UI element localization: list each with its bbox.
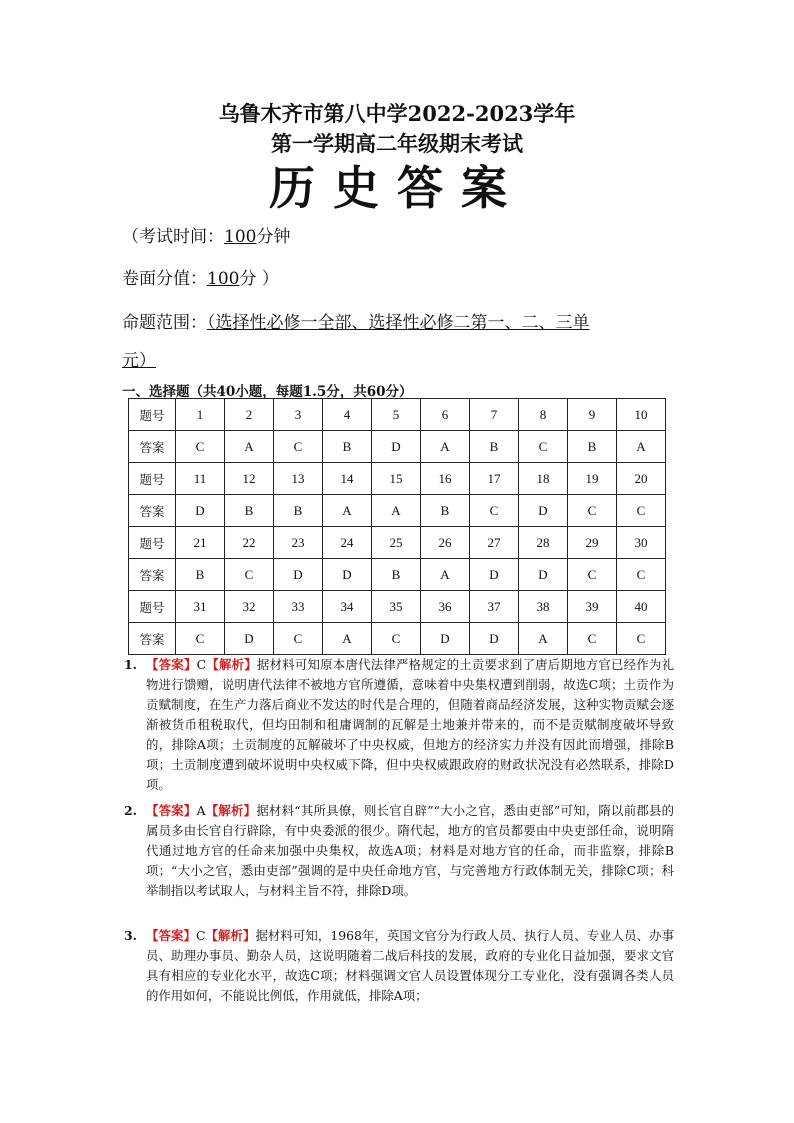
question-number-cell: 31 [176, 591, 225, 623]
exam-time-value: 100 [224, 227, 257, 247]
answer-letter-cell: C [225, 559, 274, 591]
row-label-answer: 答案 [129, 623, 176, 655]
answer-letter-cell: D [421, 623, 470, 655]
answer-letter-cell: A [225, 431, 274, 463]
row-label-question: 题号 [129, 527, 176, 559]
section-heading: 一、选择题（共40小题，每题1.5分，共60分） [122, 384, 413, 400]
question-number-cell: 39 [568, 591, 617, 623]
exam-score-value: 100 [207, 269, 240, 289]
answer-letter-cell: A [617, 431, 666, 463]
question-number-cell: 1 [176, 399, 225, 431]
explanation-answer: C [196, 657, 207, 672]
question-number-cell: 24 [323, 527, 372, 559]
answer-letter-cell: C [176, 431, 225, 463]
question-number-cell: 32 [225, 591, 274, 623]
answer-letter-cell: B [372, 559, 421, 591]
answer-letter-cell: C [617, 623, 666, 655]
question-number-cell: 29 [568, 527, 617, 559]
exam-scope-continued [122, 346, 156, 371]
explanation-number: 2. [124, 803, 137, 818]
question-number-cell: 5 [372, 399, 421, 431]
explanation-item [124, 801, 674, 901]
answer-letter-cell: C [274, 431, 323, 463]
answer-table [128, 398, 666, 655]
question-number-cell: 12 [225, 463, 274, 495]
answer-letter-cell: A [372, 495, 421, 527]
explanation-text: 据材料“其所具僚，则长官自辟”“大小之官，悉由吏部”可知，隋以前郡县的属员多由长官自行辟除，有中央委派的很少。隋代起，地方的官员都要由中央吏部任命，说明隋代通过地方官的任命来加强中央集权，故选A项；材料是对地方官的任命，而非监察，排除B项；“大小之官，悉由吏部”强调的是中央任命地方官，与完善地方行政体制无关，排除C项；科举制指以考试取人，与材料主旨不符，排除D项。 [146, 803, 675, 898]
answer-row [129, 431, 666, 463]
question-number-cell: 37 [470, 591, 519, 623]
answer-letter-cell: A [519, 623, 568, 655]
exam-score-prefix: 卷面分值： [122, 269, 207, 289]
exam-time-suffix: 分钟 [256, 227, 291, 247]
question-number-cell: 16 [421, 463, 470, 495]
row-label-question: 题号 [129, 463, 176, 495]
answer-letter-cell: C [372, 623, 421, 655]
answer-letter-cell: D [176, 495, 225, 527]
explanation-text: 据材料可知，1968年，英国文官分为行政人员、执行人员、专业人员、办事员、助理办事员、勤杂人员，这说明随着二战后科技的发展，政府的专业化日益加强，要求文官具有相应的专业化水平，故选C项；材料强调文官人员设置体现分工专业化，没有强调各类人员的作用如何，不能说比例低，作用就低，排除A项； [146, 928, 674, 1003]
answer-letter-cell: B [274, 495, 323, 527]
question-number-row [129, 399, 666, 431]
question-number-cell: 26 [421, 527, 470, 559]
answer-letter-cell: D [372, 431, 421, 463]
answer-letter-cell: C [568, 495, 617, 527]
question-number-cell: 9 [568, 399, 617, 431]
answer-row [129, 495, 666, 527]
answer-letter-cell: C [617, 495, 666, 527]
question-number-cell: 38 [519, 591, 568, 623]
question-number-cell: 22 [225, 527, 274, 559]
question-number-cell: 6 [421, 399, 470, 431]
answer-letter-cell: B [470, 431, 519, 463]
answer-letter-cell: C [568, 559, 617, 591]
question-number-cell: 36 [421, 591, 470, 623]
row-label-answer: 答案 [129, 559, 176, 591]
question-number-cell: 28 [519, 527, 568, 559]
exam-scope-value-2: 元） [122, 351, 156, 371]
exam-time-prefix: （考试时间： [122, 227, 224, 247]
answer-letter-cell: B [421, 495, 470, 527]
answer-letter-cell: D [470, 623, 519, 655]
question-number-cell: 35 [372, 591, 421, 623]
answer-letter-cell: B [323, 431, 372, 463]
answer-tag: 【答案】 [146, 657, 197, 672]
analysis-tag: 【解析】 [206, 657, 257, 672]
question-number-cell: 34 [323, 591, 372, 623]
exam-title: 第一学期高二年级期末考试 [271, 131, 523, 156]
answer-letter-cell: C [176, 623, 225, 655]
exam-time [122, 222, 290, 247]
answer-letter-cell: D [470, 559, 519, 591]
answer-letter-cell: D [519, 495, 568, 527]
question-number-cell: 4 [323, 399, 372, 431]
question-number-cell: 3 [274, 399, 323, 431]
explanation-text: 据材料可知原本唐代法律严格规定的土贡要求到了唐后期地方官已经作为礼物进行馈赠，说明唐代法律不被地方官所遵循，意味着中央集权遭到削弱，故选C项；土贡作为贡赋制度，在生产力落后商业不发达的时代是合理的，但随着商品经济发展，这种实物贡赋会逐渐被货币租税取代，但均田制和租庸调制的瓦解是土地兼并带来的，而不是贡赋制度破坏导致的，排除A项；土贡制度的瓦解破坏了中央权威，但地方的经济实力并没有因此而增强，排除B项；土贡制度遭到破坏说明中央权威下降，但中央权威跟政府的财政状况没有必然联系，排除D项。 [146, 657, 675, 792]
analysis-tag: 【解析】 [205, 928, 256, 943]
school-title: 乌鲁木齐市第八中学2022-2023学年 [218, 101, 576, 126]
row-label-answer: 答案 [129, 431, 176, 463]
row-label-answer: 答案 [129, 495, 176, 527]
answer-letter-cell: B [568, 431, 617, 463]
question-number-cell: 40 [617, 591, 666, 623]
explanation-answer: C [195, 928, 206, 943]
answer-row [129, 623, 666, 655]
question-number-cell: 20 [617, 463, 666, 495]
exam-scope-prefix: 命题范围： [122, 313, 207, 333]
question-number-cell: 19 [568, 463, 617, 495]
question-number-cell: 10 [617, 399, 666, 431]
analysis-tag: 【解析】 [205, 803, 257, 818]
explanation-answer: A [196, 803, 206, 818]
question-number-cell: 21 [176, 527, 225, 559]
answer-letter-cell: D [323, 559, 372, 591]
explanation-item [124, 926, 674, 1006]
question-number-cell: 33 [274, 591, 323, 623]
question-number-cell: 15 [372, 463, 421, 495]
explanation-number: 1. [124, 657, 137, 672]
answer-letter-cell: D [519, 559, 568, 591]
exam-scope [122, 308, 590, 333]
question-number-cell: 11 [176, 463, 225, 495]
exam-score-suffix: 分 ） [239, 269, 279, 289]
question-number-cell: 25 [372, 527, 421, 559]
answer-letter-cell: C [274, 623, 323, 655]
answer-tag: 【答案】 [146, 803, 197, 818]
row-label-question: 题号 [129, 399, 176, 431]
question-number-row [129, 463, 666, 495]
explanation-number: 3. [124, 928, 137, 943]
question-number-row [129, 591, 666, 623]
explanation-item [124, 655, 674, 795]
question-number-cell: 13 [274, 463, 323, 495]
question-number-row [129, 527, 666, 559]
answer-letter-cell: A [421, 431, 470, 463]
answer-letter-cell: A [323, 623, 372, 655]
answer-letter-cell: A [421, 559, 470, 591]
question-number-cell: 17 [470, 463, 519, 495]
question-number-cell: 14 [323, 463, 372, 495]
question-number-cell: 7 [470, 399, 519, 431]
subject-title: 历史答案 [269, 161, 525, 215]
question-number-cell: 30 [617, 527, 666, 559]
answer-letter-cell: C [568, 623, 617, 655]
answer-letter-cell: D [225, 623, 274, 655]
question-number-cell: 23 [274, 527, 323, 559]
question-number-cell: 18 [519, 463, 568, 495]
answer-letter-cell: A [323, 495, 372, 527]
answer-letter-cell: C [470, 495, 519, 527]
question-number-cell: 2 [225, 399, 274, 431]
answer-letter-cell: C [519, 431, 568, 463]
answer-letter-cell: C [617, 559, 666, 591]
row-label-question: 题号 [129, 591, 176, 623]
question-number-cell: 27 [470, 527, 519, 559]
exam-score [122, 264, 279, 289]
answer-letter-cell: D [274, 559, 323, 591]
question-number-cell: 8 [519, 399, 568, 431]
answer-row [129, 559, 666, 591]
answer-letter-cell: B [176, 559, 225, 591]
answer-tag: 【答案】 [146, 928, 196, 943]
answer-letter-cell: B [225, 495, 274, 527]
exam-scope-value-1: （选择性必修一全部、选择性必修二第一、二、三单 [207, 313, 590, 333]
